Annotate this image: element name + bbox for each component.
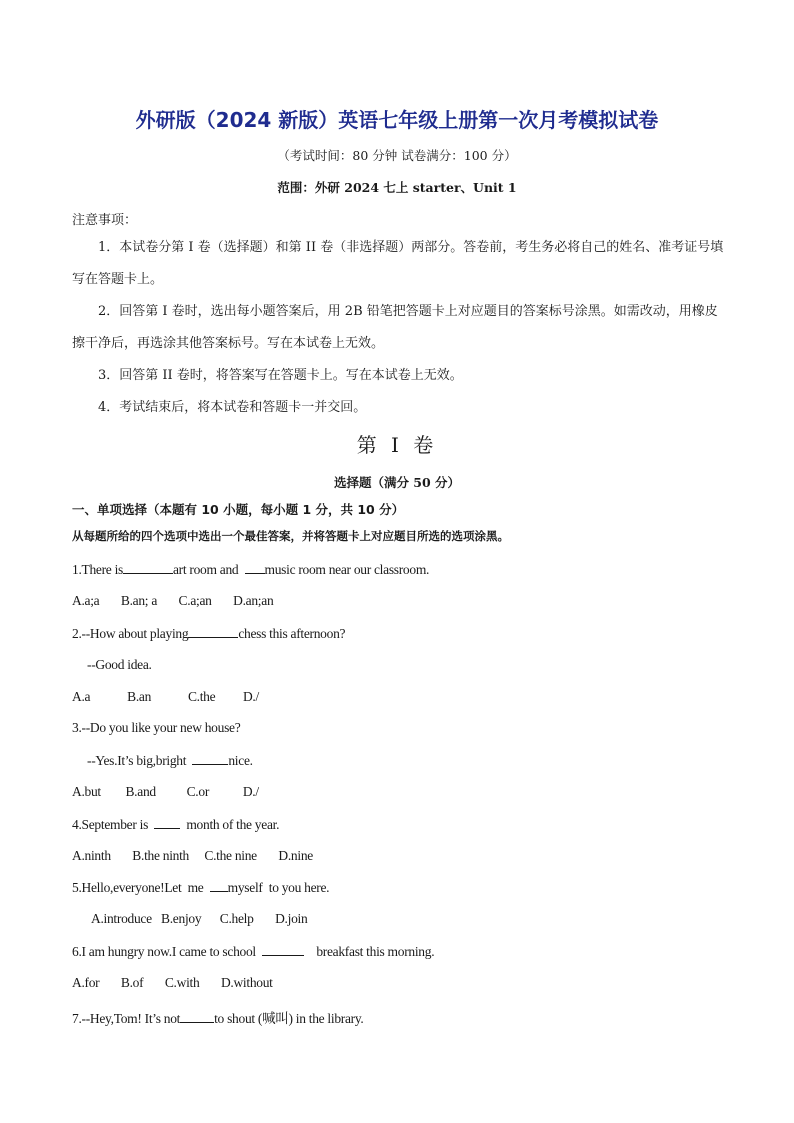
notice-item-3: 3．回答第 II 卷时，将答案写在答题卡上。写在本试卷上无效。: [98, 368, 463, 383]
question-5-options: A.introduce B.enjoy C.help D.join: [91, 911, 308, 926]
question-4: [72, 816, 279, 833]
question-text: music room near our classroom.: [264, 562, 430, 577]
question-text: art room and: [172, 562, 245, 577]
question-text: --Yes.It’s big,bright: [87, 753, 193, 768]
question-2: [72, 625, 345, 642]
notice-heading: 注意事项：: [72, 213, 138, 228]
question-2-options: A.a B.an C.the D./: [72, 689, 259, 704]
answer-blank: [188, 625, 238, 638]
question-1-options: A.a;a B.an; a C.a;an D.an;an: [72, 593, 274, 608]
section-title: 一、单项选择（本题有 10 小题，每小题 1 分，共 10 分）: [72, 502, 405, 517]
question-1: [72, 561, 429, 578]
question-3-reply: [87, 752, 253, 769]
question-text: to shout (喊叫) in the library.: [214, 1011, 364, 1026]
answer-blank: [154, 816, 180, 829]
question-text: 6.I am hungry now.I came to school: [72, 944, 263, 959]
answer-blank: [245, 561, 265, 574]
section-instruction: 从每题所给的四个选项中选出一个最佳答案，并将答题卡上对应题目所选的选项涂黑。: [72, 529, 509, 543]
question-5: [72, 879, 329, 896]
question-text: 2.--How about playing: [72, 626, 189, 641]
question-text: breakfast this morning.: [304, 944, 435, 959]
exam-title: 外研版（2024 新版）英语七年级上册第一次月考模拟试卷: [135, 108, 659, 132]
answer-blank: [123, 561, 173, 574]
question-text: nice.: [228, 753, 253, 768]
answer-blank: [210, 879, 228, 892]
question-7: [72, 1007, 364, 1027]
answer-blank: [180, 1010, 214, 1023]
question-text: 5.Hello,everyone!Let me: [72, 880, 210, 895]
choice-section-heading: 选择题（满分 50 分）: [333, 475, 461, 490]
notice-item-4: 4．考试结束后，将本试卷和答题卡一并交回。: [98, 400, 367, 415]
question-text: 7.--Hey,Tom! It’s not: [72, 1011, 181, 1026]
question-text: 4.September is: [72, 817, 155, 832]
question-2-reply: --Good idea.: [87, 657, 152, 672]
question-3: 3.--Do you like your new house?: [72, 720, 241, 735]
question-4-options: A.ninth B.the ninth C.the nine D.nine: [72, 848, 313, 863]
notice-item-2: 2．回答第 I 卷时，选出每小题答案后，用 2B 铅笔把答题卡上对应题目的答案标号涂黑。如需改动，用橡皮擦干净后，再选涂其他答案标号。写在本试卷上无效。: [72, 304, 718, 351]
notice-item-1: 1．本试卷分第 I 卷（选择题）和第 II 卷（非选择题）两部分。答卷前，考生务必将自己的姓名、准考证号填写在答题卡上。: [72, 240, 724, 287]
exam-time-info: （考试时间：80 分钟 试卷满分：100 分）: [277, 148, 517, 163]
volume-heading: 第 I 卷: [356, 433, 438, 457]
question-3-options: A.but B.and C.or D./: [72, 784, 259, 799]
question-text: 1.There is: [72, 562, 123, 577]
question-text: chess this afternoon?: [238, 626, 346, 641]
question-text: myself to you here.: [227, 880, 330, 895]
answer-blank: [192, 752, 228, 765]
question-6-options: A.for B.of C.with D.without: [72, 975, 273, 990]
question-6: [72, 943, 434, 960]
exam-scope: 范围：外研 2024 七上 starter、Unit 1: [277, 180, 517, 195]
answer-blank: [262, 943, 304, 956]
question-text: month of the year.: [180, 817, 280, 832]
